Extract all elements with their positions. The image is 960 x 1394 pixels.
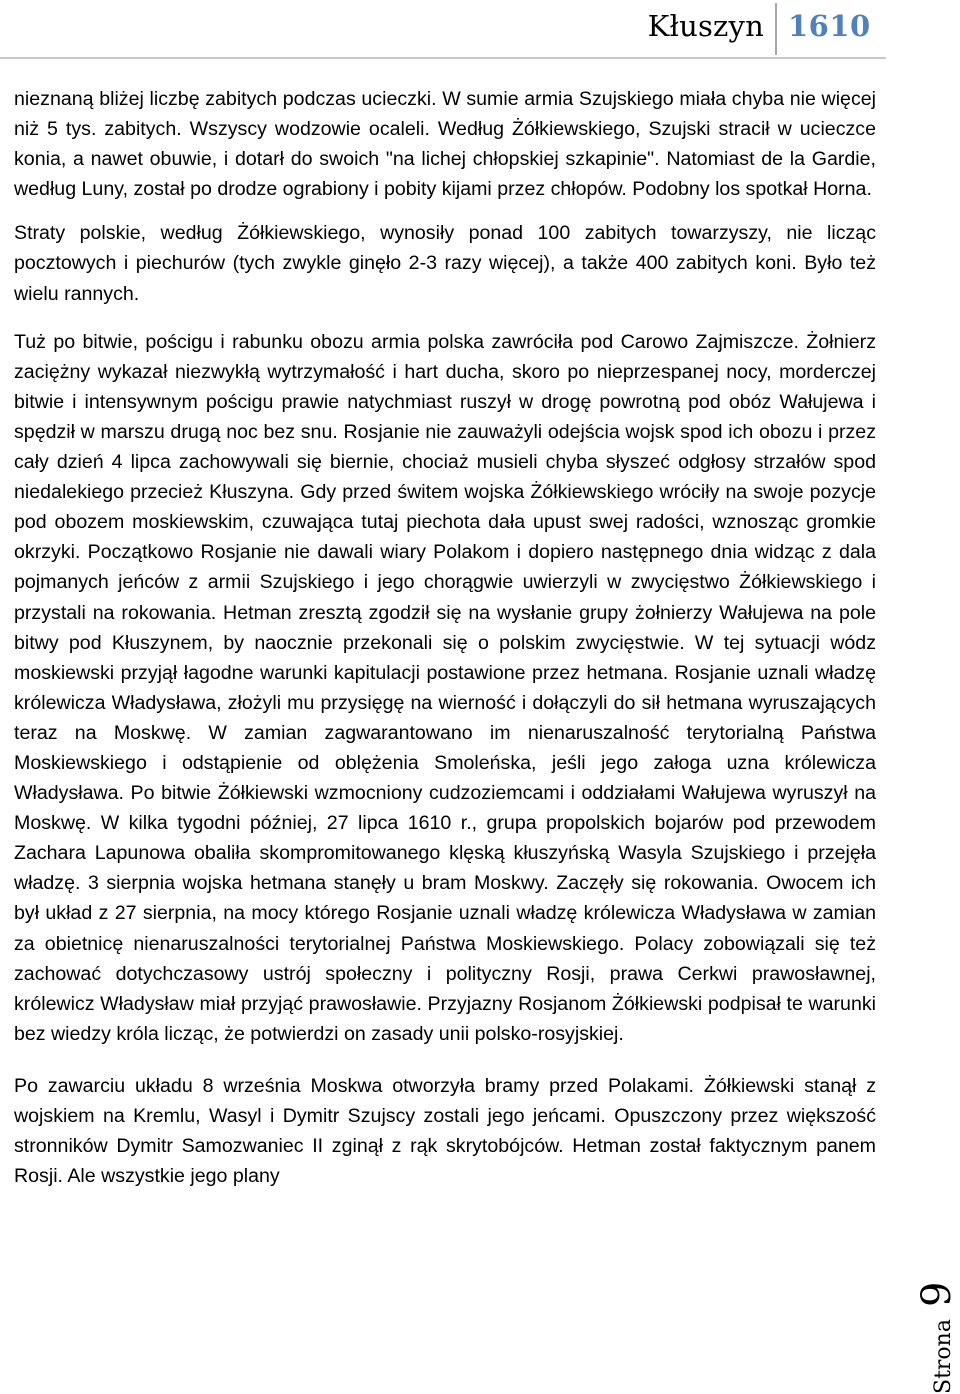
paragraph-1: nieznaną bliżej liczbę zabitych podczas ucieczki. W sumie armia Szujskiego miała chyba nie więcej niż 5 tys. zabitych. Wszyscy wodzowie ocaleli. Według Żółkiewskiego, Szujski stracił w ucieczce konia, a nawet obuwie, i dotarł do swoich "na lichej chłopskiej szkapinie". Natomiast de la Gardie, według Luny, został po drodze ograbiony i pobity kijami przez chłopów. Podobny los spotkał Horna. [14,88,876,201]
paragraph-2: Straty polskie, według Żółkiewskiego, wynosiły ponad 100 zabitych towarzyszy, nie licząc pocztowych i piechurów (tych zwykle ginęło 2-3 razy więcej), a także 400 zabitych koni. Było też wielu rannych. [14,222,876,305]
header-separator [775,3,777,55]
page-header [0,0,886,59]
page-label: Strona [931,1319,956,1394]
header-title: Kłuszyn [647,9,764,43]
paragraph-3: Tuż po bitwie, pościgu i rabunku obozu armia polska zawróciła pod Carowo Zajmiszcze. Żołnierz zaciężny wykazał niezwykłą wytrzymałość i hart ducha, skoro po nieprzespanej nocy, morderczej bitwie i intensywnym pościgu prawie natychmiast ruszył w drogę powrotną pod obóz Wałujewa i spędził w marszu drugą noc bez snu. Rosjanie nie zauważyli odejścia wojsk spod ich obozu i przez cały dzień 4 lipca zachowywali się biernie, chociaż musieli chyba słyszeć odgłosy strzałów spod niedalekiego przecież Kłuszyna. Gdy przed świtem wojska Żółkiewskiego wróciły na swoje pozycje pod obozem moskiewskim, czuwająca tutaj piechota dała upust swej radości, wznosząc gromkie okrzyki. Początkowo Rosjanie nie dawali wiary Polakom i dopiero następnego dnia widząc z dala pojmanych jeńców z armii Szujskiego i jego chorągwie uwierzyli w zwycięstwo Żółkiewskiego i przystali na rokowania. Hetman zresztą zgodził się na wysłanie grupy żołnierzy Wałujewa na pole bitwy pod Kłuszynem, by naocznie przekonali się o polskim zwycięstwie. W tej sytuacji wódz moskiewski przyjął łagodne warunki kapitulacji postawione przez hetmana. Rosjanie uznali władzę królewicza Władysława, złożyli mu przysięgę na wierność i dołączyli do sił hetmana wyruszających teraz na Moskwę. W zamian zagwarantowano im nienaruszalność terytorialną Państwa Moskiewskiego i odstąpienie od oblężenia Smoleńska, jeśli jego załoga uzna królewicza Władysława. Po bitwie Żółkiewski wzmocniony cudzoziemcami i oddziałami Wałujewa wyruszył na Moskwę. W kilka tygodni później, 27 lipca 1610 r., grupa propolskich bojarów pod przewodem Zachara Lapunowa obaliła skompromitowanego klęską kłuszyńską Wasyla Szujskiego i przejęła władzę. 3 sierpnia wojska hetmana stanęły u bram Moskwy. Zaczęły się rokowania. Owocem ich był układ z 27 sierpnia, na mocy którego Rosjanie uznali władzę królewicza Władysława w zamian za obietnicę nienaruszalności terytorialnej Państwa Moskiewskiego. Polacy zobowiązali się też zachować dotychczasowy ustrój społeczny i polityczny Rosji, prawa Cerkwi prawosławnej, królewicz Władysław miał przyjąć prawosławie. Przyjazny Rosjanom Żółkiewski podpisał te warunki bez wiedzy króla licząc, że potwierdzi on zasady unii polsko-rosyjskiej. [14,330,876,1045]
paragraph-4: Po zawarciu układu 8 września Moskwa otworzyła bramy przed Polakami. Żółkiewski stanął z wojskiem na Kremlu, Wasyl i Dymitr Szujscy zostali jego jeńcami. Opuszczony przez większość stronników Dymitr Samozwaniec II zginął z rąk skrytobójców. Hetman został faktycznym panem Rosji. Ale wszystkie jego plany [14,1074,876,1188]
page-number: 9 [914,1281,960,1308]
header-year: 1610 [788,9,871,43]
document-body [14,84,876,1191]
page-number-marker [914,1094,960,1394]
